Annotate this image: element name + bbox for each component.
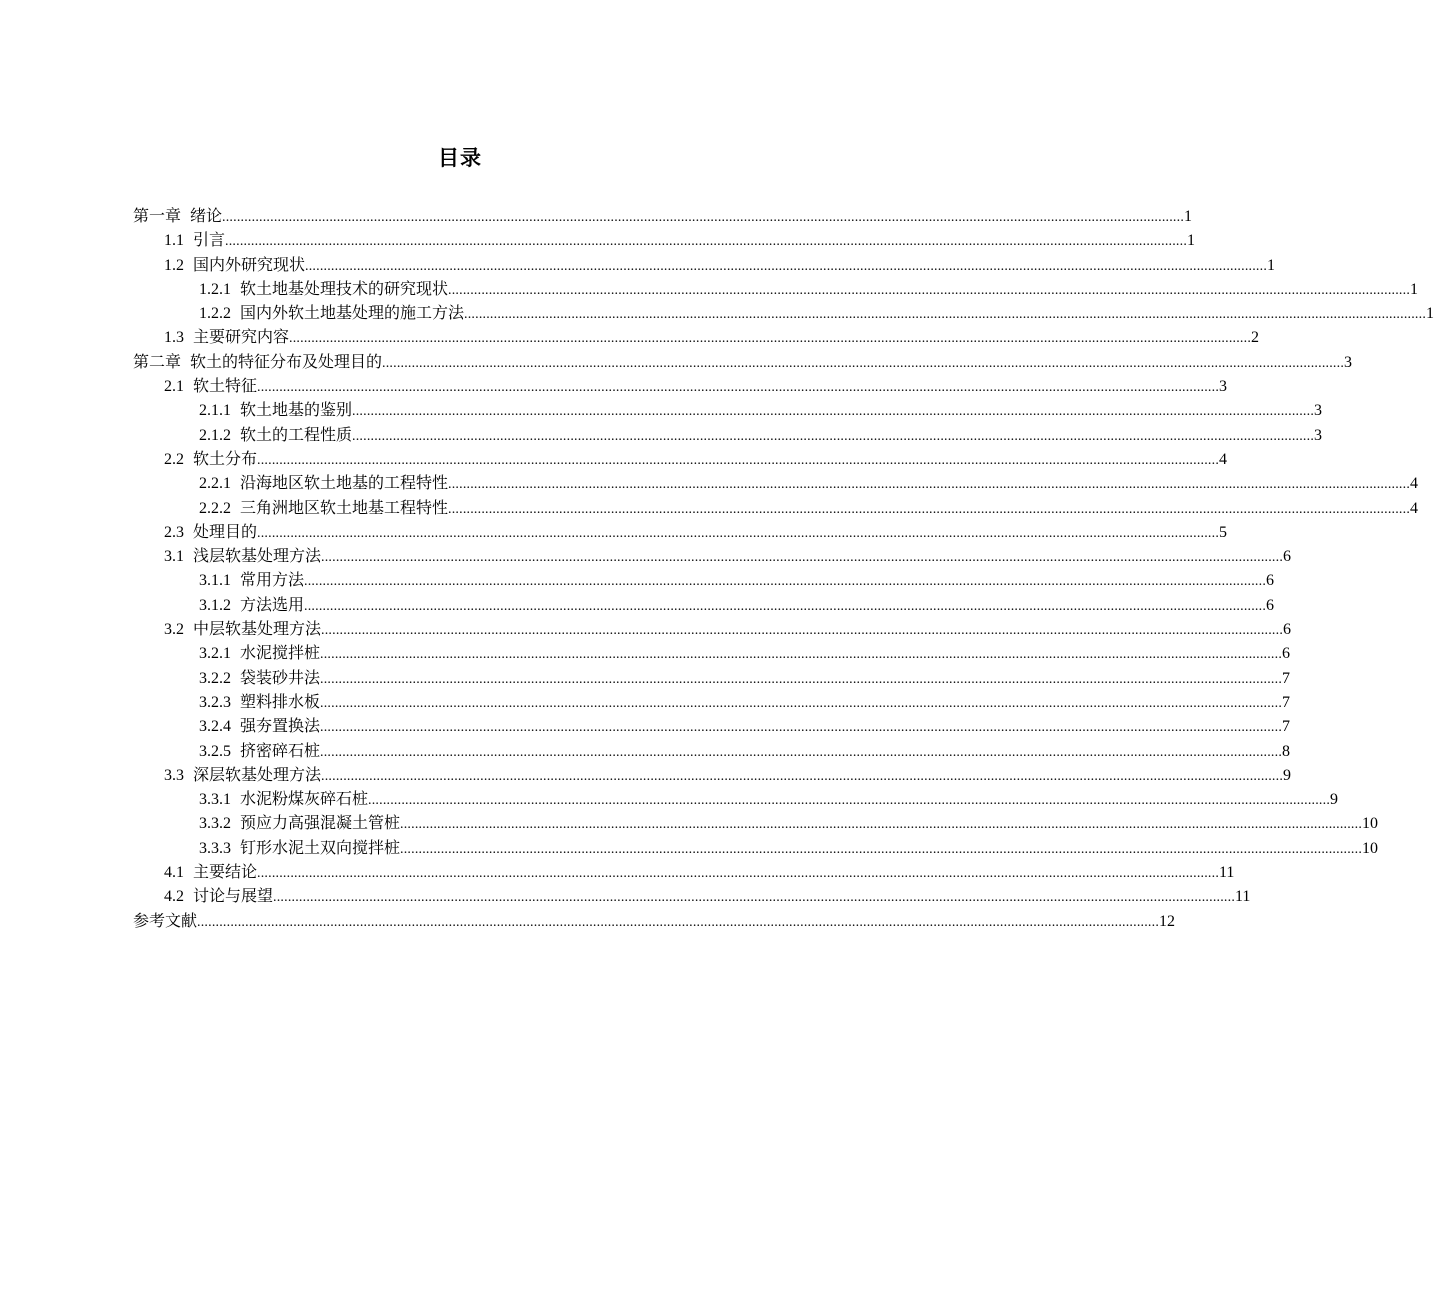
toc-entry-label: 主要研究内容 — [193, 329, 290, 347]
toc-entry[interactable] — [133, 278, 1419, 302]
toc-entry[interactable] — [133, 812, 1379, 836]
toc-dot-leader: .................................................................................................................................................................................................................................................................... — [400, 841, 1363, 857]
toc-entry-number: 2.1.2 — [199, 426, 231, 444]
toc-entry[interactable] — [133, 326, 1260, 350]
toc-entry-page: 6 — [1266, 596, 1275, 614]
toc-entry-number: 3.3 — [164, 766, 184, 784]
toc-entry-label: 袋装砂井法 — [240, 669, 321, 687]
toc-entry-page: 7 — [1282, 693, 1291, 711]
toc-dot-leader: .................................................................................................................................................................................................................................................................... — [273, 890, 1236, 906]
toc-dot-leader: .................................................................................................................................................................................................................................................................... — [304, 574, 1267, 590]
toc-entry-label: 挤密碎石桩 — [240, 742, 321, 760]
toc-entry-page: 1 — [1426, 305, 1434, 323]
toc-dot-leader: .................................................................................................................................................................................................................................................................... — [464, 307, 1427, 323]
toc-dot-leader: .................................................................................................................................................................................................................................................................... — [400, 817, 1363, 833]
toc-entry-number: 2.1 — [164, 378, 184, 396]
toc-entry-page: 6 — [1283, 621, 1292, 639]
toc-dot-leader: .................................................................................................................................................................................................................................................................... — [382, 355, 1345, 371]
toc-entry-page: 2 — [1251, 329, 1260, 347]
toc-entry[interactable] — [133, 229, 1196, 253]
toc-entry[interactable] — [133, 545, 1292, 569]
toc-entry-page: 4 — [1219, 450, 1228, 468]
toc-entry-label: 中层软基处理方法 — [193, 621, 322, 639]
toc-entry[interactable] — [133, 521, 1228, 545]
toc-entry-label: 三角洲地区软土地基工程特性 — [240, 499, 449, 517]
toc-entry-label: 塑料排水板 — [240, 693, 321, 711]
toc-entry-number: 2.3 — [164, 523, 184, 541]
toc-entry-number: 3.1.2 — [199, 596, 231, 614]
toc-entry-number: 3.1 — [164, 548, 184, 566]
toc-entry-number: 1.3 — [164, 329, 184, 347]
toc-entry[interactable] — [133, 861, 1235, 885]
toc-dot-leader: .................................................................................................................................................................................................................................................................... — [320, 695, 1283, 711]
toc-entry-page: 6 — [1283, 548, 1292, 566]
toc-entry-label: 沿海地区软土地基的工程特性 — [240, 475, 449, 493]
toc-entry-page: 7 — [1282, 718, 1291, 736]
toc-entry[interactable] — [133, 788, 1339, 812]
toc-entry-page: 5 — [1219, 523, 1228, 541]
toc-entry[interactable] — [133, 472, 1419, 496]
toc-entry-label: 国内外软土地基处理的施工方法 — [240, 305, 465, 323]
toc-entry-label: 主要结论 — [193, 864, 258, 882]
toc-dot-leader: .................................................................................................................................................................................................................................................................... — [320, 647, 1283, 663]
toc-dot-leader: .................................................................................................................................................................................................................................................................... — [320, 671, 1283, 687]
toc-dot-leader: .................................................................................................................................................................................................................................................................... — [321, 768, 1284, 784]
toc-entry[interactable] — [133, 205, 1193, 229]
toc-entry-label: 水泥粉煤灰碎石桩 — [240, 791, 369, 809]
toc-entry[interactable] — [133, 497, 1419, 521]
toc-entry-page: 4 — [1410, 499, 1419, 517]
toc-entry-number: 3.2.2 — [199, 669, 231, 687]
toc-entry[interactable] — [133, 594, 1275, 618]
toc-entry[interactable] — [133, 448, 1228, 472]
toc-entry-number: 3.3.3 — [199, 839, 231, 857]
toc-entry-page: 12 — [1159, 912, 1176, 930]
toc-dot-leader: .................................................................................................................................................................................................................................................................... — [321, 623, 1284, 639]
toc-entry-page: 11 — [1219, 864, 1235, 882]
toc-list — [133, 205, 1434, 934]
toc-entry-label: 浅层软基处理方法 — [193, 548, 322, 566]
toc-entry[interactable] — [133, 764, 1292, 788]
toc-entry-page: 4 — [1410, 475, 1419, 493]
toc-dot-leader: .................................................................................................................................................................................................................................................................... — [352, 428, 1315, 444]
toc-entry-number: 3.2 — [164, 621, 184, 639]
toc-entry-label: 预应力高强混凝土管桩 — [240, 815, 401, 833]
toc-entry[interactable] — [133, 667, 1291, 691]
toc-entry-page: 3 — [1314, 426, 1323, 444]
toc-entry-label: 国内外研究现状 — [193, 256, 306, 274]
toc-entry[interactable] — [133, 691, 1291, 715]
toc-entry-page: 1 — [1184, 208, 1193, 225]
toc-entry-label: 常用方法 — [240, 572, 305, 590]
toc-dot-leader: .................................................................................................................................................................................................................................................................... — [448, 282, 1411, 298]
toc-entry-number: 3.3.2 — [199, 815, 231, 833]
toc-entry-label: 软土地基处理技术的研究现状 — [240, 280, 449, 298]
toc-entry-page: 1 — [1187, 232, 1196, 250]
toc-entry[interactable] — [133, 715, 1291, 739]
toc-entry-label: 方法选用 — [240, 596, 305, 614]
toc-entry[interactable] — [133, 885, 1251, 909]
toc-dot-leader: .................................................................................................................................................................................................................................................................... — [304, 598, 1267, 614]
toc-dot-leader: .................................................................................................................................................................................................................................................................... — [257, 380, 1220, 396]
toc-entry-number: 1.1 — [164, 232, 184, 250]
toc-entry-number: 3.2.5 — [199, 742, 231, 760]
toc-dot-leader: .................................................................................................................................................................................................................................................................... — [448, 501, 1411, 517]
toc-entry-label: 软土的特征分布及处理目的 — [190, 353, 383, 371]
toc-entry-label: 引言 — [193, 232, 226, 250]
toc-entry-number: 1.2.2 — [199, 305, 231, 323]
toc-entry-page: 1 — [1410, 280, 1419, 298]
toc-dot-leader: .................................................................................................................................................................................................................................................................... — [352, 404, 1315, 420]
toc-entry[interactable] — [133, 740, 1291, 764]
toc-dot-leader: .................................................................................................................................................................................................................................................................... — [222, 210, 1185, 225]
toc-entry[interactable] — [133, 254, 1276, 278]
toc-entry-label: 深层软基处理方法 — [193, 766, 322, 784]
toc-entry[interactable] — [133, 375, 1228, 399]
toc-entry[interactable] — [133, 618, 1292, 642]
toc-dot-leader: .................................................................................................................................................................................................................................................................... — [321, 550, 1284, 566]
toc-entry-page: 3 — [1219, 378, 1228, 396]
toc-entry-label: 钉形水泥土双向搅拌桩 — [240, 839, 401, 857]
toc-entry-page: 10 — [1362, 815, 1379, 833]
toc-entry-number: 4.1 — [164, 864, 184, 882]
toc-entry[interactable] — [133, 837, 1379, 861]
toc-entry-page: 10 — [1362, 839, 1379, 857]
toc-entry-page: 3 — [1314, 402, 1323, 420]
toc-dot-leader: .................................................................................................................................................................................................................................................................... — [320, 744, 1283, 760]
toc-entry-page: 9 — [1283, 766, 1292, 784]
toc-dot-leader: .................................................................................................................................................................................................................................................................... — [225, 234, 1188, 250]
toc-entry-number: 3.3.1 — [199, 791, 231, 809]
toc-entry-number: 3.2.1 — [199, 645, 231, 663]
toc-entry-number: 4.2 — [164, 888, 184, 906]
toc-entry-label: 软土的工程性质 — [240, 426, 353, 444]
toc-dot-leader: .................................................................................................................................................................................................................................................................... — [448, 477, 1411, 493]
toc-entry-number: 第一章 — [133, 208, 182, 225]
toc-entry-number: 2.1.1 — [199, 402, 231, 420]
toc-entry-number: 2.2 — [164, 450, 184, 468]
toc-dot-leader: .................................................................................................................................................................................................................................................................... — [305, 258, 1268, 274]
toc-entry-label: 软土地基的鉴别 — [240, 402, 353, 420]
toc-entry-label: 参考文献 — [133, 912, 198, 930]
toc-entry-number: 1.2.1 — [199, 280, 231, 298]
toc-entry[interactable] — [133, 910, 1176, 934]
toc-dot-leader: .................................................................................................................................................................................................................................................................... — [320, 720, 1283, 736]
toc-entry-label: 处理目的 — [193, 523, 258, 541]
toc-entry[interactable] — [133, 399, 1323, 423]
toc-entry-label: 软土分布 — [193, 450, 258, 468]
toc-entry-page: 6 — [1266, 572, 1275, 590]
toc-entry-number: 3.2.4 — [199, 718, 231, 736]
toc-entry[interactable] — [133, 351, 1353, 375]
toc-entry-label: 水泥搅拌桩 — [240, 645, 321, 663]
toc-entry-number: 1.2 — [164, 256, 184, 274]
toc-entry-page: 3 — [1344, 353, 1353, 371]
toc-dot-leader: .................................................................................................................................................................................................................................................................... — [197, 914, 1160, 930]
toc-entry-number: 第二章 — [133, 353, 182, 371]
toc-dot-leader: .................................................................................................................................................................................................................................................................... — [289, 331, 1252, 347]
toc-entry-label: 软土特征 — [193, 378, 258, 396]
toc-entry-number: 3.2.3 — [199, 693, 231, 711]
toc-entry[interactable] — [133, 569, 1275, 593]
toc-entry-label: 讨论与展望 — [193, 888, 274, 906]
toc-dot-leader: .................................................................................................................................................................................................................................................................... — [257, 525, 1220, 541]
toc-entry-page: 1 — [1267, 256, 1276, 274]
toc-entry[interactable] — [133, 642, 1291, 666]
toc-entry-label: 强夯置换法 — [240, 718, 321, 736]
toc-entry-page: 6 — [1282, 645, 1291, 663]
toc-title: 目录 — [438, 146, 482, 170]
toc-entry-page: 11 — [1235, 888, 1251, 906]
toc-entry-page: 8 — [1282, 742, 1291, 760]
toc-entry-label: 绪论 — [190, 208, 223, 225]
toc-dot-leader: .................................................................................................................................................................................................................................................................... — [257, 866, 1220, 882]
toc-dot-leader: .................................................................................................................................................................................................................................................................... — [368, 793, 1331, 809]
toc-entry-number: 2.2.2 — [199, 499, 231, 517]
toc-entry-page: 7 — [1282, 669, 1291, 687]
toc-entry[interactable] — [133, 302, 1434, 326]
toc-dot-leader: .................................................................................................................................................................................................................................................................... — [257, 452, 1220, 468]
toc-entry-number: 3.1.1 — [199, 572, 231, 590]
toc-entry-page: 9 — [1330, 791, 1339, 809]
toc-entry[interactable] — [133, 424, 1323, 448]
toc-entry-number: 2.2.1 — [199, 475, 231, 493]
